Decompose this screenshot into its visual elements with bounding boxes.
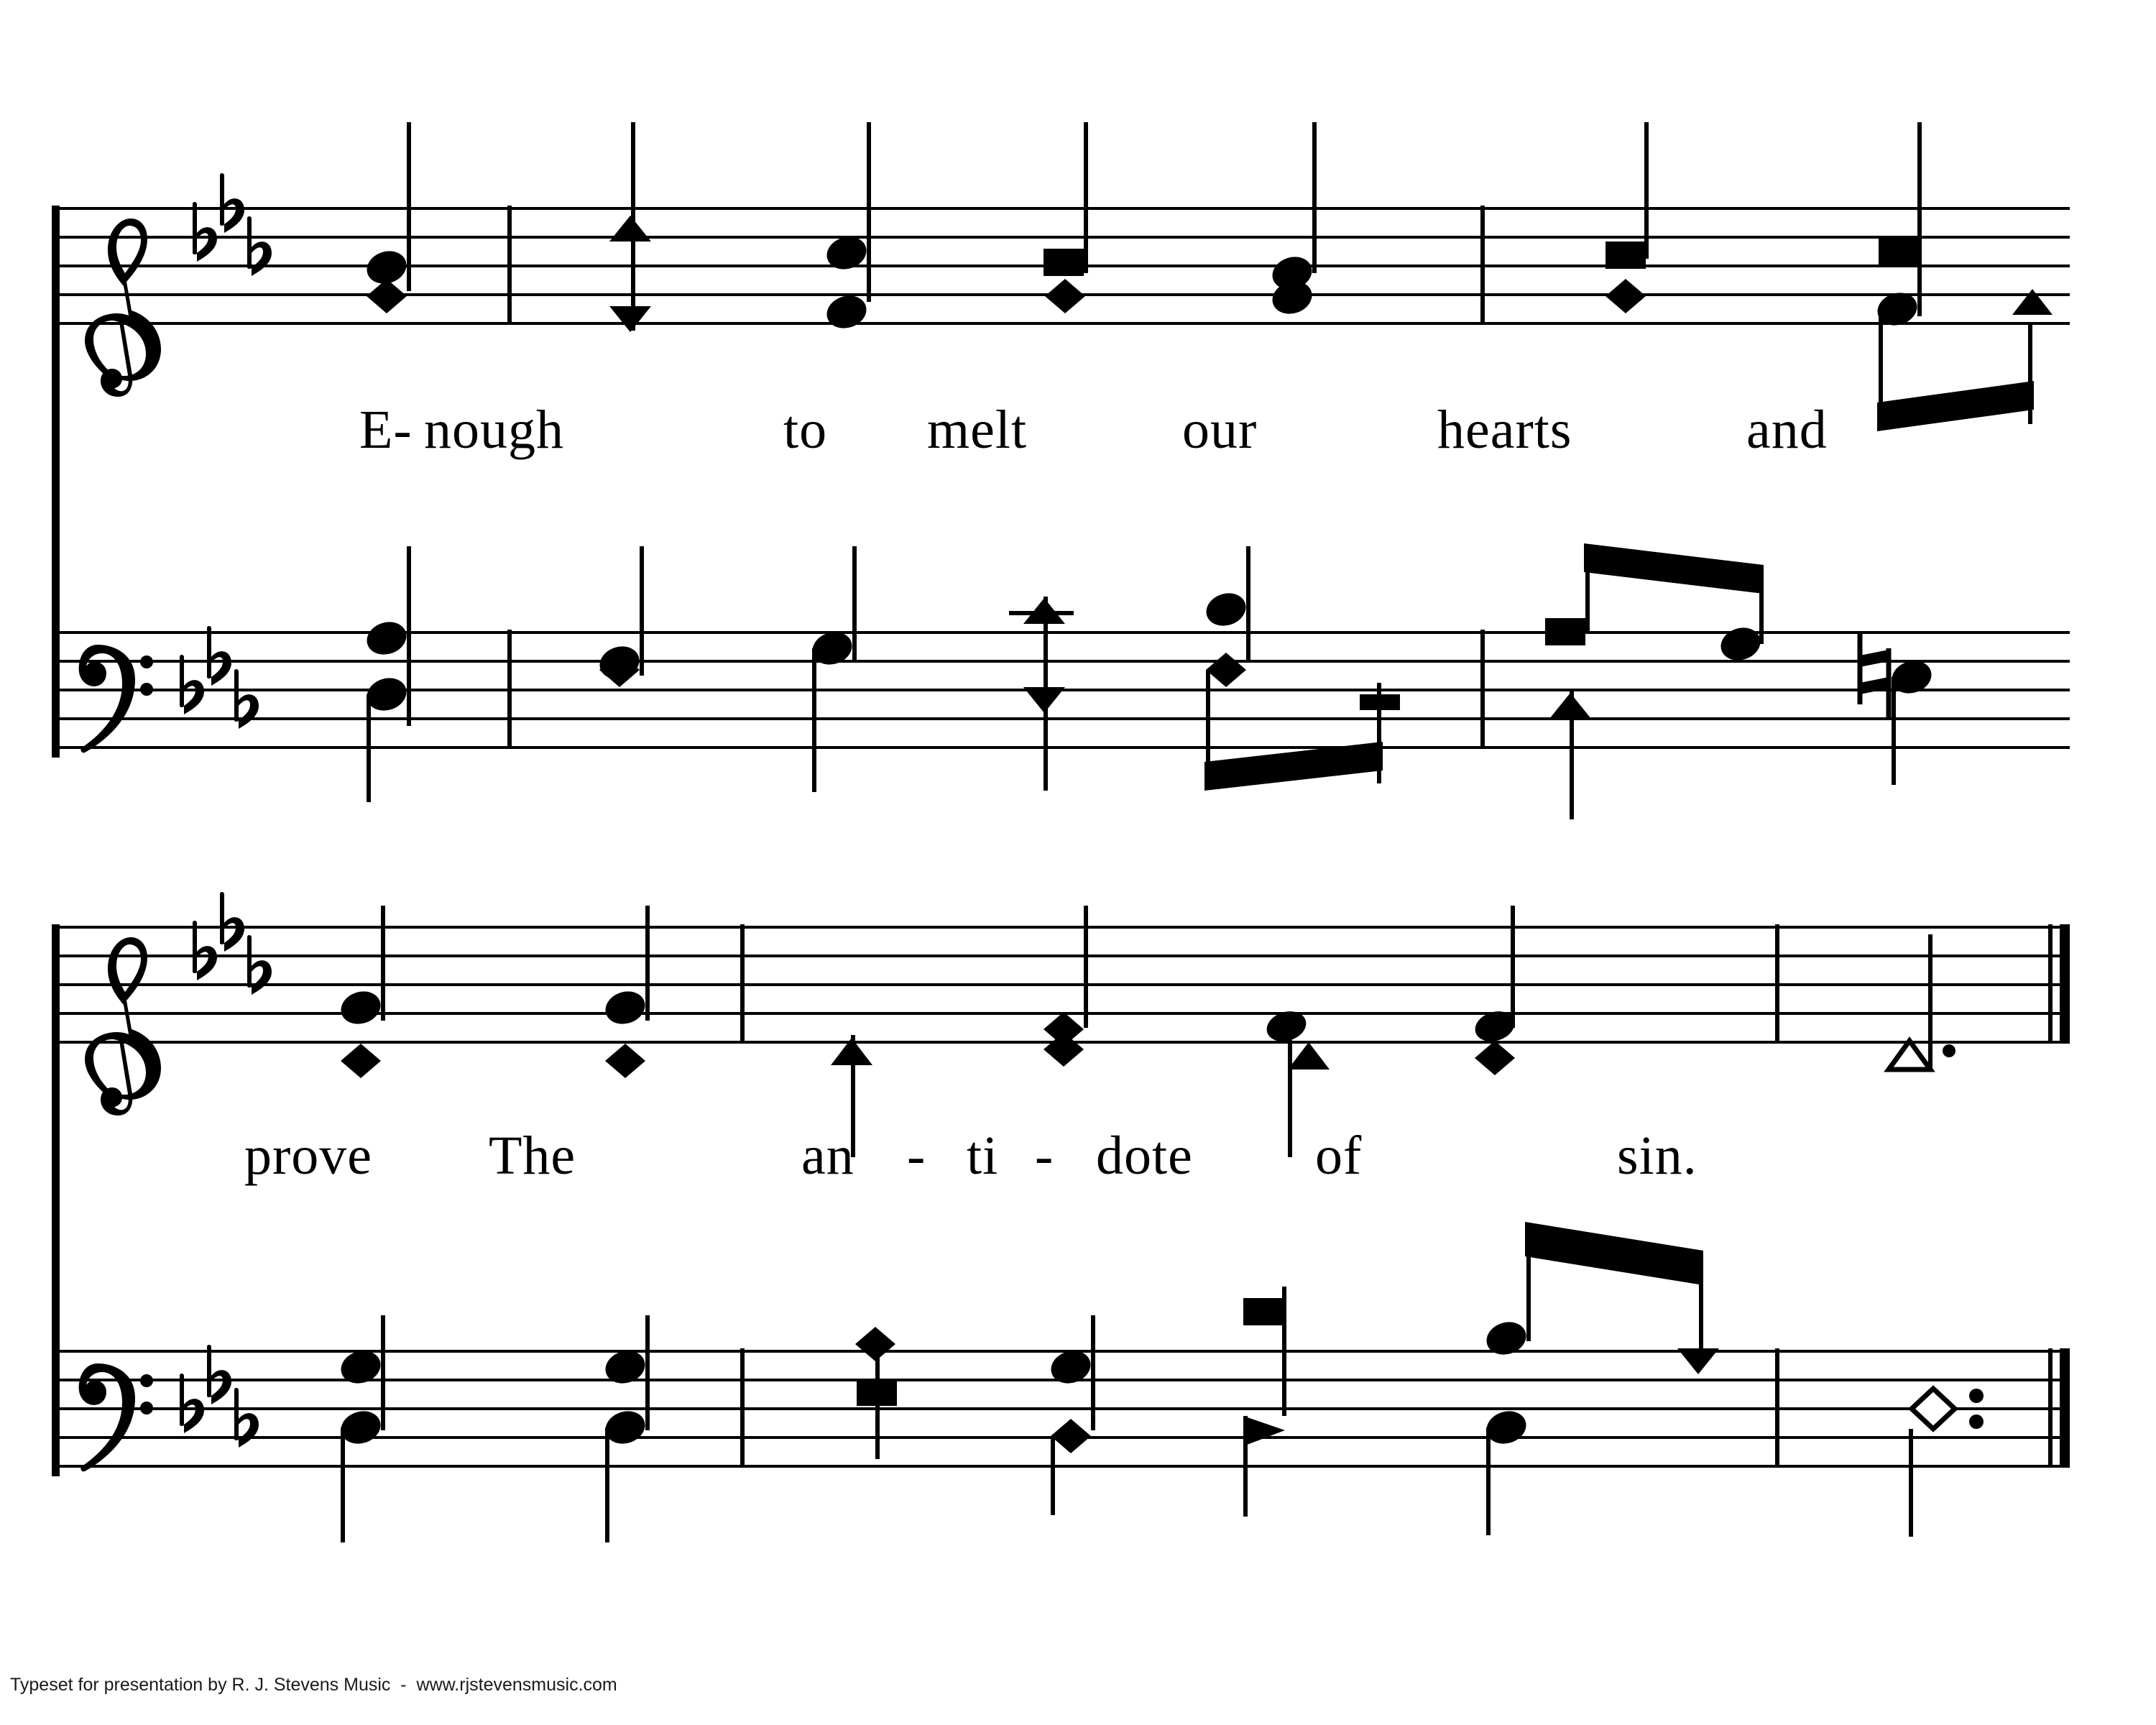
lyric-syllable: sin. bbox=[1617, 1126, 1697, 1186]
lyric-syllable: nough bbox=[424, 400, 564, 460]
barline bbox=[1775, 924, 1779, 1042]
barline bbox=[507, 630, 512, 748]
lyric-syllable: our bbox=[1182, 400, 1258, 460]
final-barline-thick bbox=[2060, 1348, 2070, 1466]
lyric-syllable: hearts bbox=[1437, 400, 1572, 460]
treble-clef-icon-1 bbox=[85, 218, 161, 397]
barline bbox=[1480, 630, 1485, 748]
lyric-syllable: melt bbox=[927, 400, 1028, 460]
lyric-syllable: The bbox=[489, 1126, 576, 1186]
system-2-bass-notes bbox=[337, 1222, 1984, 1542]
barline bbox=[1775, 1348, 1779, 1466]
lyric-syllable: of bbox=[1315, 1126, 1363, 1186]
typeset-credit: Typeset for presentation by R. J. Stevens Music - www.rjstevensmusic.com bbox=[10, 1675, 617, 1695]
lyric-syllable: ti bbox=[967, 1126, 999, 1186]
barline bbox=[740, 924, 745, 1042]
lyric-syllable: prove bbox=[244, 1126, 373, 1186]
lyric-syllable: dote bbox=[1096, 1126, 1193, 1186]
key-signature-treble-2 bbox=[193, 892, 272, 995]
key-signature-treble-1 bbox=[193, 173, 272, 276]
lyric-syllable: and bbox=[1746, 400, 1828, 460]
system-1-treble-notes bbox=[363, 122, 2053, 431]
barline bbox=[1480, 206, 1485, 323]
lyric-hyphen: - bbox=[1035, 1126, 1054, 1186]
system-1-bass-notes bbox=[363, 543, 1936, 819]
lyric-syllable: E- bbox=[359, 400, 413, 460]
lyric-syllable: an bbox=[801, 1126, 854, 1186]
lyric-hyphen: - bbox=[907, 1126, 926, 1186]
key-signature-bass-1 bbox=[180, 626, 259, 729]
system-1-left-barline bbox=[52, 206, 60, 758]
final-barline-thin bbox=[2048, 924, 2053, 1042]
final-barline-thin bbox=[2048, 1348, 2053, 1466]
key-signature-bass-2 bbox=[180, 1345, 259, 1448]
final-barline-thick bbox=[2060, 924, 2070, 1042]
treble-clef-icon-2 bbox=[85, 937, 161, 1116]
barline bbox=[507, 206, 512, 323]
system-2-treble-notes bbox=[337, 906, 1955, 1157]
barline bbox=[740, 1348, 745, 1466]
system-2-left-barline bbox=[52, 924, 60, 1476]
lyric-syllable: to bbox=[783, 400, 828, 460]
